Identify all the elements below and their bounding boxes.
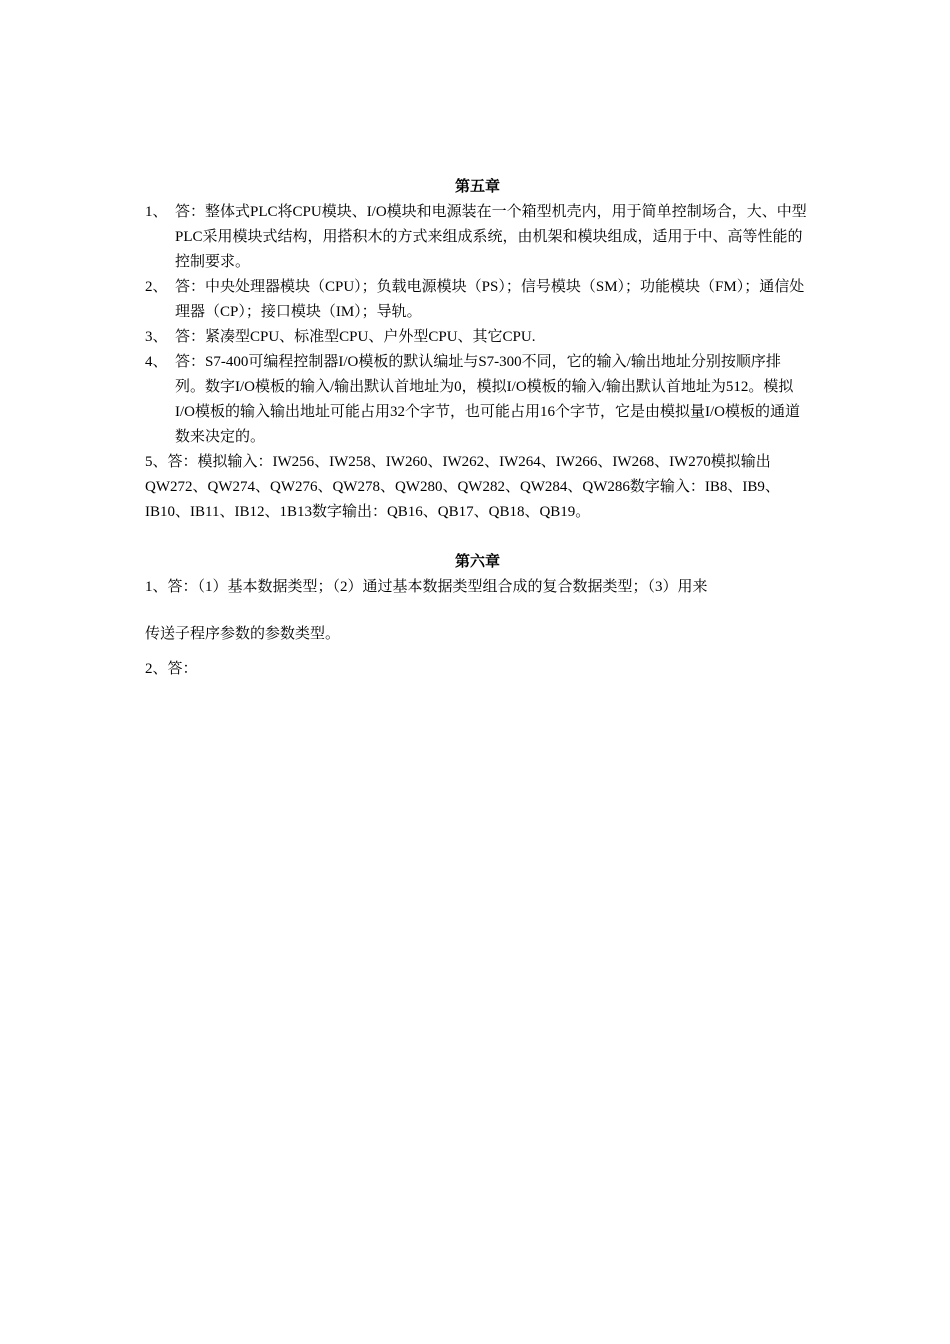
item-text: 答：紧凑型CPU、标准型CPU、户外型CPU、其它CPU.: [175, 329, 536, 345]
chapter5-item-2: [145, 275, 810, 325]
chapter5-item-4: [145, 350, 810, 450]
item-number: 3、: [145, 329, 168, 345]
chapter5-item-3: [145, 325, 810, 350]
chapter6-body: [145, 575, 810, 682]
item-number: 1、: [145, 204, 168, 220]
section-gap: [145, 525, 810, 551]
chapter6-title: 第六章: [454, 554, 500, 570]
chapter5-item-1: [145, 200, 810, 275]
chapter6-item-1-line-2: 传送子程序参数的参数类型。: [145, 626, 341, 642]
item-text: 答：中央处理器模块（CPU）；负载电源模块（PS）；信号模块（SM）；功能模块（FM）；通信处理器（CP）；接口模块（IM）；导轨。: [175, 279, 805, 320]
document-body: [145, 176, 810, 682]
chapter6-item-2: 2、答：: [145, 661, 198, 677]
item-number: 2、: [145, 279, 168, 295]
item-number: 4、: [145, 354, 168, 370]
item-text: 答：整体式PLC将CPU模块、I/O模块和电源装在一个箱型机壳内，用于简单控制场合，大、中型PLC采用模块式结构，用搭积木的方式来组成系统，由机架和模块组成，适用于中、高等性能的控制要求。: [175, 204, 807, 270]
chapter5-title: 第五章: [454, 179, 500, 195]
chapter6-item-1-line-1: 1、答：（1）基本数据类型；（2）通过基本数据类型组合成的复合数据类型；（3）用来: [145, 579, 708, 595]
item-text: 答：S7-400可编程控制器I/O模板的默认编址与S7-300不同，它的输入/输出地址分别按顺序排列。数字I/O模板的输入/输出默认首地址为0，模拟I/O模板的输入/输出默认首地址为512。模拟I/O模板的输入输出地址可能占用32个字节，也可能占用16个字节，它是由模拟量I/O模板的通道数来决定的。: [175, 354, 800, 445]
chapter5-item-5: 5、答：模拟输入：IW256、IW258、IW260、IW262、IW264、IW266、IW268、IW270模拟输出QW272、QW274、QW276、QW278、QW280、QW282、QW284、QW286数字输入：IB8、IB9、IB10、IB11、IB12、1B13数字输出：QB16、QB17、QB18、QB19。: [145, 454, 780, 520]
